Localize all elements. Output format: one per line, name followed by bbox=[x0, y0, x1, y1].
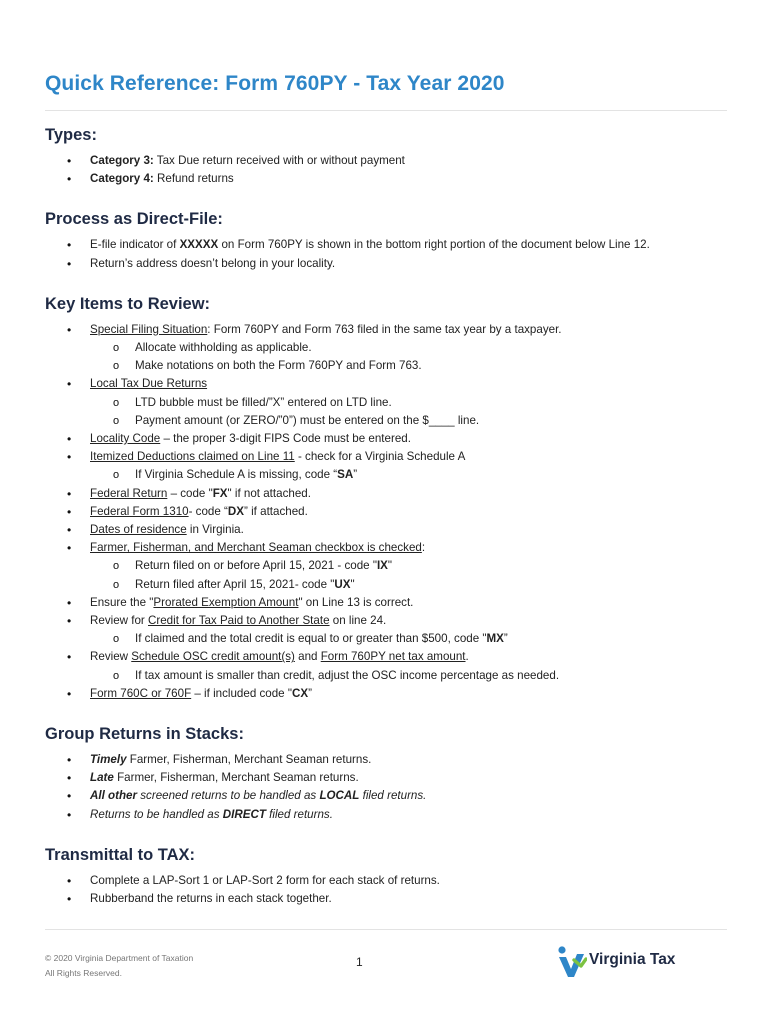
bold-label: Category 4: bbox=[90, 172, 154, 186]
virginia-tax-logo bbox=[557, 945, 687, 979]
sub-list-item bbox=[45, 412, 735, 430]
item-text: Make notations on both the Form 760PY and Form 763. bbox=[135, 359, 422, 373]
bold-code: IX bbox=[376, 559, 388, 573]
list-item bbox=[45, 170, 735, 188]
copyright-text: © 2020 Virginia Department of Taxation bbox=[45, 953, 194, 963]
item-text: Payment amount (or ZERO/”0”) must be entered on the $____ line. bbox=[135, 413, 480, 427]
item-text: Tax Due return received with or without payment bbox=[153, 154, 405, 167]
item-text: If tax amount is smaller than credit, adjust the OSC income percentage as needed. bbox=[135, 668, 560, 682]
bold-code: DX bbox=[227, 504, 245, 518]
item-text: – code " bbox=[167, 486, 213, 500]
footer-copyright-block bbox=[45, 951, 193, 981]
section-heading-stacks: Group Returns in Stacks: bbox=[45, 725, 244, 744]
list-item bbox=[45, 430, 735, 448]
list-item bbox=[45, 612, 735, 630]
link-federal-return[interactable]: Federal Return bbox=[90, 486, 168, 500]
item-text: filed returns. bbox=[359, 789, 427, 803]
section-types bbox=[45, 124, 735, 188]
item-text: – if included code " bbox=[191, 686, 292, 700]
item-text: - code “ bbox=[188, 504, 228, 518]
bold-code: XXXXX bbox=[179, 238, 219, 252]
bold-label: All other bbox=[90, 789, 138, 803]
list-item bbox=[45, 872, 735, 890]
list-item bbox=[45, 769, 735, 787]
item-text: - check for a Virginia Schedule A bbox=[294, 450, 466, 464]
document-body bbox=[45, 124, 735, 908]
key-items-list bbox=[45, 321, 735, 703]
item-text: Returns to be handled as bbox=[90, 807, 223, 821]
link-farmer-checkbox[interactable]: Farmer, Fisherman, and Merchant Seaman checkbox is checked bbox=[90, 541, 422, 555]
item-text: Farmer, Fisherman, Merchant Seaman returns. bbox=[113, 771, 359, 785]
list-item bbox=[45, 485, 735, 503]
link-federal-form-1310[interactable]: Federal Form 1310 bbox=[90, 504, 189, 518]
bold-label: LOCAL bbox=[319, 789, 360, 803]
item-text: Complete a LAP-Sort 1 or LAP-Sort 2 form for each stack of returns. bbox=[90, 873, 440, 887]
list-item bbox=[45, 521, 735, 539]
item-text: ” bbox=[308, 686, 312, 700]
bold-code: CX bbox=[291, 686, 309, 700]
link-prorated-exemption[interactable]: Prorated Exemption Amount bbox=[153, 595, 299, 609]
list-item bbox=[45, 685, 735, 703]
item-text: : bbox=[421, 541, 426, 555]
item-text: filed returns. bbox=[265, 807, 333, 821]
logo-wordmark: Virginia Tax bbox=[589, 951, 676, 968]
item-text: If Virginia Schedule A is missing, code “ bbox=[135, 468, 338, 482]
link-special-filing[interactable]: Special Filing Situation bbox=[90, 322, 208, 336]
sub-list-item bbox=[45, 667, 735, 685]
list-item bbox=[45, 648, 735, 666]
sub-list-item bbox=[45, 557, 735, 575]
item-text: and bbox=[294, 650, 321, 664]
direct-file-list bbox=[45, 236, 735, 272]
item-text: Ensure the " bbox=[90, 595, 154, 609]
link-itemized-deductions[interactable]: Itemized Deductions claimed on Line 11 bbox=[90, 450, 295, 464]
item-text: : Form 760PY and Form 763 filed in the same tax year by a taxpayer. bbox=[207, 322, 562, 336]
item-text: Refund returns bbox=[153, 172, 234, 186]
list-item bbox=[45, 594, 735, 612]
types-list bbox=[45, 152, 735, 188]
bold-label: Late bbox=[90, 771, 114, 785]
item-text: Review for bbox=[90, 614, 148, 628]
bold-code: SA bbox=[337, 468, 354, 482]
sub-list-item bbox=[45, 466, 735, 484]
item-text: ” if attached. bbox=[244, 504, 308, 518]
list-item bbox=[45, 539, 735, 557]
link-local-tax-due[interactable]: Local Tax Due Returns bbox=[90, 377, 208, 391]
virginia-tax-logo-icon bbox=[557, 945, 587, 979]
item-text: " bbox=[387, 559, 393, 573]
link-dates-of-residence[interactable]: Dates of residence bbox=[90, 523, 187, 537]
item-text: Allocate withholding as applicable. bbox=[135, 341, 312, 355]
rights-text: All Rights Reserved. bbox=[45, 968, 123, 978]
sub-list-item bbox=[45, 357, 735, 375]
bold-code: UX bbox=[334, 577, 351, 591]
item-text: " bbox=[350, 577, 355, 591]
item-text: in Virginia. bbox=[186, 523, 244, 537]
list-item bbox=[45, 787, 735, 805]
link-net-tax-amount[interactable]: Form 760PY net tax amount bbox=[320, 650, 466, 664]
sub-list-item bbox=[45, 630, 735, 648]
item-text: . bbox=[465, 650, 469, 664]
item-text: screened returns to be handled as bbox=[137, 789, 320, 803]
bold-label: Category 3: bbox=[90, 154, 154, 167]
item-text: ” bbox=[503, 632, 508, 646]
list-item bbox=[45, 152, 735, 170]
sub-list-item bbox=[45, 339, 735, 357]
list-item bbox=[45, 503, 735, 521]
list-item bbox=[45, 255, 735, 273]
section-heading-transmittal: Transmittal to TAX: bbox=[45, 845, 196, 864]
sub-list-item bbox=[45, 576, 735, 594]
item-text: E-file indicator of bbox=[90, 238, 180, 252]
section-group-stacks bbox=[45, 723, 735, 824]
section-heading-direct-file: Process as Direct-File: bbox=[45, 210, 223, 229]
page-title: Quick Reference: Form 760PY - Tax Year 2020 bbox=[45, 72, 505, 95]
item-text: " on Line 13 is correct. bbox=[298, 595, 414, 609]
item-text: on line 24. bbox=[329, 614, 387, 628]
item-text: ” bbox=[353, 468, 358, 482]
bold-code: MX bbox=[486, 632, 504, 646]
item-text: – the proper 3-digit FIPS Code must be entered. bbox=[160, 432, 411, 446]
link-schedule-osc[interactable]: Schedule OSC credit amount(s) bbox=[131, 650, 295, 664]
item-text: LTD bubble must be filled/”X” entered on LTD line. bbox=[135, 395, 392, 409]
list-item bbox=[45, 321, 735, 339]
title-divider bbox=[45, 110, 727, 111]
item-text: Return filed after April 15, 2021- code " bbox=[135, 577, 335, 591]
stacks-list bbox=[45, 751, 735, 824]
list-item bbox=[45, 448, 735, 466]
sub-list-item bbox=[45, 394, 735, 412]
list-item bbox=[45, 751, 735, 769]
item-text: Farmer, Fisherman, Merchant Seaman returns. bbox=[126, 753, 372, 767]
list-item bbox=[45, 375, 735, 393]
list-item bbox=[45, 806, 735, 824]
bold-label: Timely bbox=[90, 753, 127, 767]
footer-divider bbox=[45, 929, 727, 930]
section-heading-key-items: Key Items to Review: bbox=[45, 294, 211, 313]
link-locality-code[interactable]: Locality Code bbox=[90, 432, 161, 446]
link-form-760c[interactable]: Form 760C or 760F bbox=[90, 686, 192, 700]
page-number: 1 bbox=[356, 955, 363, 969]
section-transmittal bbox=[45, 844, 735, 908]
item-text: Return filed on or before April 15, 2021 - code " bbox=[135, 559, 377, 573]
item-text: " if not attached. bbox=[227, 486, 311, 500]
bold-label: DIRECT bbox=[222, 807, 266, 821]
list-item bbox=[45, 890, 735, 908]
transmittal-list bbox=[45, 872, 735, 908]
section-key-items bbox=[45, 293, 735, 703]
bold-code: FX bbox=[212, 486, 228, 500]
section-direct-file bbox=[45, 208, 735, 272]
item-text: Return’s address doesn’t belong in your locality. bbox=[90, 256, 336, 270]
item-text: If claimed and the total credit is equal to or greater than $500, code " bbox=[135, 632, 487, 646]
section-heading-types: Types: bbox=[45, 126, 97, 144]
item-text: Rubberband the returns in each stack together. bbox=[90, 892, 332, 906]
list-item bbox=[45, 236, 735, 254]
item-text: on Form 760PY is shown in the bottom right portion of the document below Line 12. bbox=[218, 238, 650, 252]
item-text: Review bbox=[90, 650, 132, 664]
link-credit-other-state[interactable]: Credit for Tax Paid to Another State bbox=[148, 614, 330, 628]
